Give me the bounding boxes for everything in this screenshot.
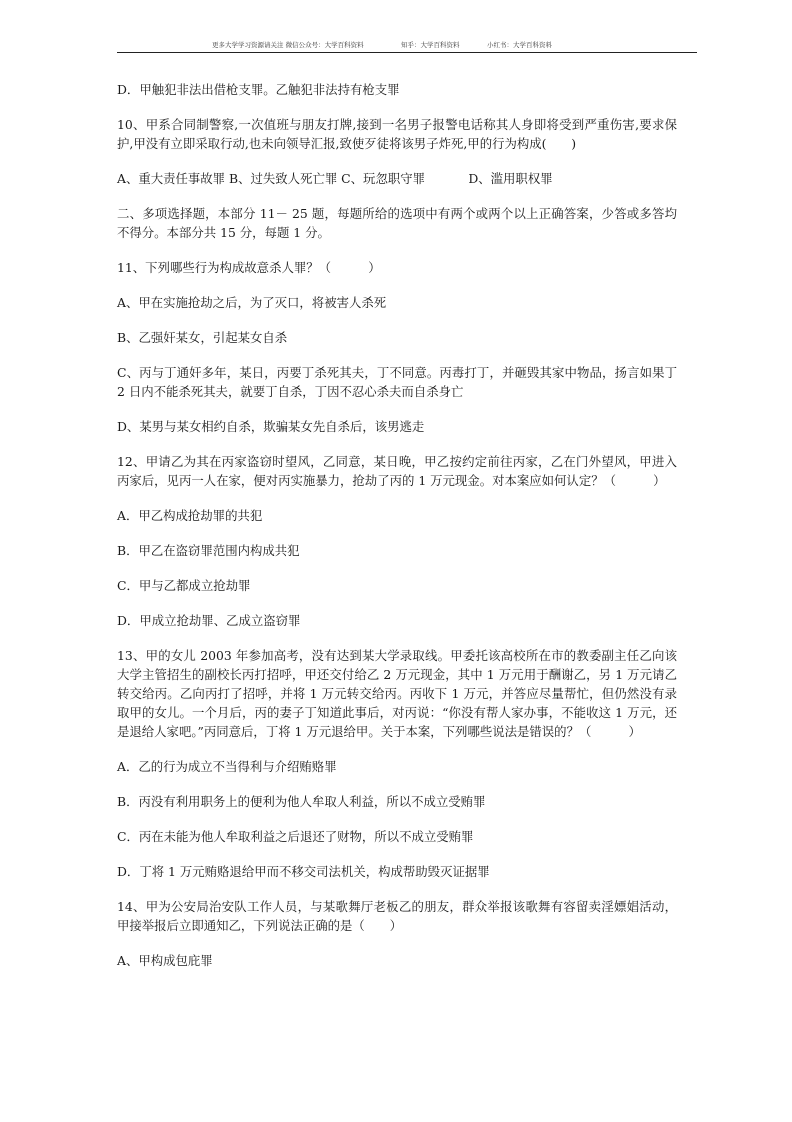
- question-10: 10、甲系合同制警察,一次值班与朋友打牌,接到一名男子报警电话称其人身即将受到严重伤害,要求保护,甲没有立即采取行动,也未向领导汇报,致使歹徒将该男子炸死,甲的行为构成( ): [117, 117, 677, 151]
- question-11-option-c: C、丙与丁通奸多年，某日，丙要丁杀死其夫，丁不同意。丙毒打丁，并砸毁其家中物品，扬言如果丁 2 日内不能杀死其夫，就要丁自杀，丁因不忍心杀夫而自杀身亡: [117, 365, 677, 399]
- option-d-previous-question: D．甲触犯非法出借枪支罪。乙触犯非法持有枪支罪: [117, 82, 400, 97]
- section-2-heading: 二、多项选择题，本部分 11－ 25 题，每题所给的选项中有两个或两个以上正确答案，少答或多答均不得分。本部分共 15 分，每题 1 分。: [117, 206, 677, 240]
- question-13: 13、甲的女儿 2003 年参加高考，没有达到某大学录取线。甲委托该高校所在市的教委副主任乙向该大学主管招生的副校长丙打招呼，甲还交付给乙 2 万元现金，其中 1 万元用于酬谢乙，另 1 万元请乙转交给丙。乙向丙打了招呼，并将 1 万元转交给丙。丙收下 1 万元，并答应尽量帮忙，但仍然没有录取甲的女儿。一个月后，丙的妻子丁知道此事后，对丙说：“你没有帮人家办事，不能收这 1 万元，还是退给人家吧。”丙同意后，丁将 1 万元退给甲。关于本案，下列哪些说法是错误的？（ ）: [117, 648, 677, 739]
- question-12-option-a: A．甲乙构成抢劫罪的共犯: [117, 508, 263, 523]
- question-11-option-b: B、乙强奸某女，引起某女自杀: [117, 330, 288, 345]
- question-14-option-a: A、甲构成包庇罪: [117, 953, 213, 968]
- question-13-option-a: A．乙的行为成立不当得利与介绍贿赂罪: [117, 759, 337, 774]
- question-13-option-d: D．丁将 1 万元贿赂退给甲而不移交司法机关，构成帮助毁灭证据罪: [117, 864, 490, 879]
- header-wechat-note: 更多大学学习资源请关注 微信公众号：大学百科资料: [212, 41, 364, 49]
- question-12: 12、甲请乙为其在丙家盗窃时望风，乙同意，某日晚，甲乙按约定前往丙家，乙在门外望风，甲进入丙家后，见丙一人在家，便对丙实施暴力，抢劫了丙的 1 万元现金。对本案应如何认定？（ ）: [117, 454, 677, 488]
- question-13-option-b: B．丙没有利用职务上的便利为他人牟取人利益，所以不成立受贿罪: [117, 794, 486, 809]
- header-zhihu-note: 知乎：大学百科资料: [401, 41, 460, 49]
- question-13-option-c: C．丙在未能为他人牟取利益之后退还了财物，所以不成立受贿罪: [117, 829, 474, 844]
- question-14: 14、甲为公安局治安队工作人员，与某歌舞厅老板乙的朋友，群众举报该歌舞有容留卖淫嫖娼活动，甲接举报后立即通知乙，下列说法正确的是（ ）: [117, 899, 677, 933]
- question-11-option-d: D、某男与某女相约自杀，欺骗某女先自杀后，该男逃走: [117, 419, 425, 434]
- question-10-options: A、重大责任事故罪 B、过失致人死亡罪 C、玩忽职守罪 D、滥用职权罪: [117, 171, 553, 186]
- question-12-option-c: C．甲与乙都成立抢劫罪: [117, 578, 251, 593]
- question-12-option-d: D．甲成立抢劫罪、乙成立盗窃罪: [117, 613, 301, 628]
- header-xiaohongshu-note: 小红书：大学百科资料: [487, 41, 552, 49]
- document-body: [117, 80, 677, 986]
- question-12-option-b: B．甲乙在盗窃罪范围内构成共犯: [117, 543, 300, 558]
- page-header: [117, 38, 697, 53]
- question-11-option-a: A、甲在实施抢劫之后，为了灭口，将被害人杀死: [117, 295, 387, 310]
- question-11: 11、下列哪些行为构成故意杀人罪？（ ）: [117, 260, 381, 275]
